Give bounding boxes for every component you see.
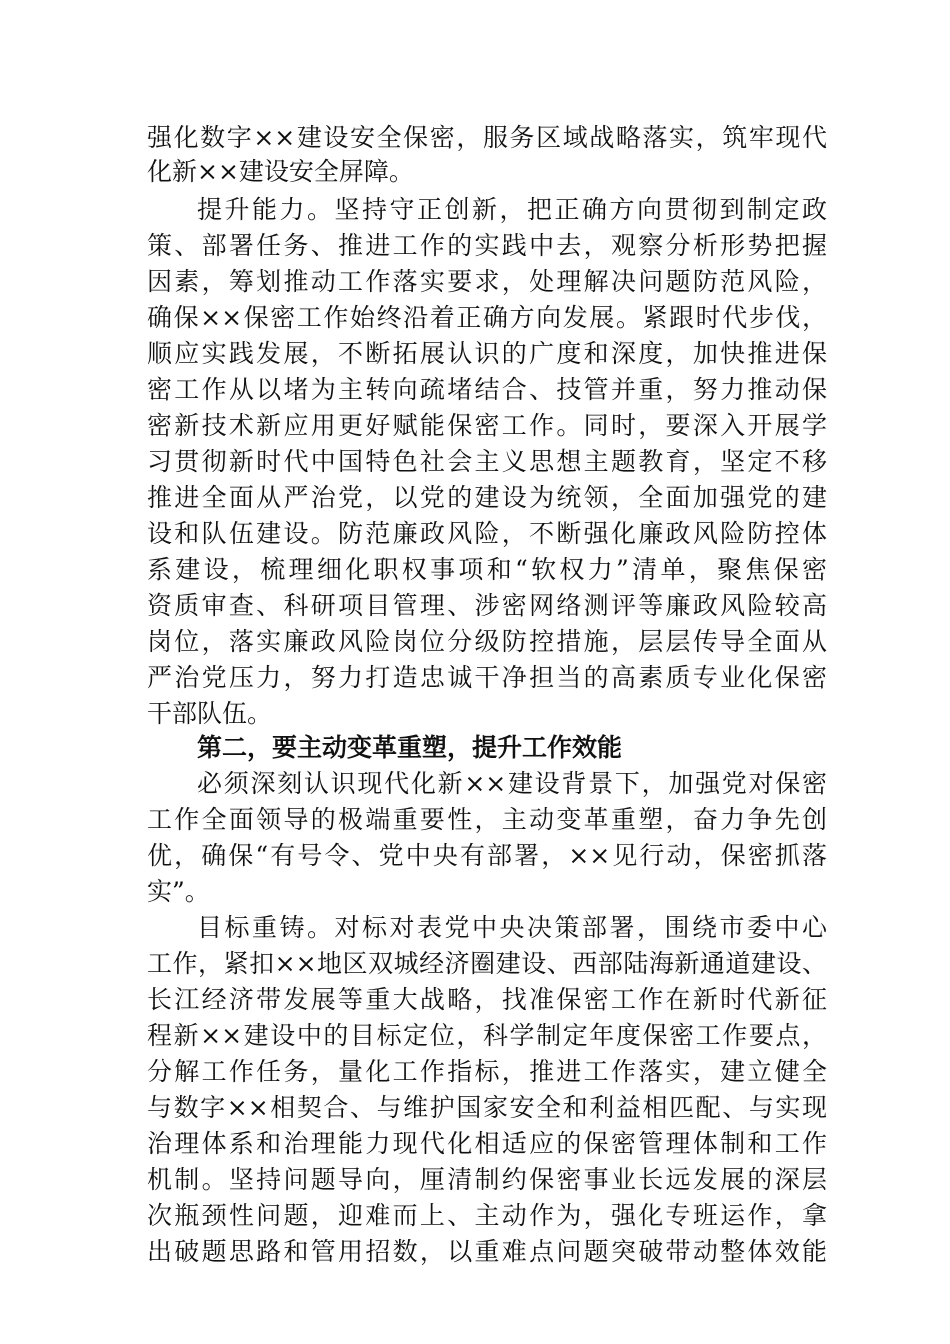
text-line: 工作，紧扣××地区双城经济圈建设、西部陆海新通道建设、 (147, 949, 827, 978)
text-line: 严治党压力，努力打造忠诚干净担当的高素质专业化保密 (147, 663, 827, 692)
text-line: 工作全面领导的极端重要性，主动变革重塑，奋力争先创 (147, 805, 827, 834)
text-line: 优，确保“有号令、党中央有部署，××见行动，保密抓落 (147, 841, 827, 870)
text-line: 设和队伍建设。防范廉政风险，不断强化廉政风险防控体 (147, 519, 827, 548)
text-line: 分解工作任务，量化工作指标，推进工作落实，建立健全 (147, 1057, 827, 1086)
text-line: 岗位，落实廉政风险岗位分级防控措施，层层传导全面从 (147, 627, 827, 656)
text-line: 提升能力。坚持守正创新，把正确方向贯彻到制定政 (197, 195, 827, 224)
text-line: 系建设，梳理细化职权事项和“软权力”清单，聚焦保密 (147, 555, 827, 584)
text-line: 程新××建设中的目标定位，科学制定年度保密工作要点， (147, 1021, 827, 1050)
text-line: 长江经济带发展等重大战略，找准保密工作在新时代新征 (147, 985, 827, 1014)
text-line: 目标重铸。对标对表党中央决策部署，围绕市委中心 (197, 913, 827, 942)
text-line: 确保××保密工作始终沿着正确方向发展。紧跟时代步伐， (147, 303, 827, 332)
text-line: 干部队伍。 (147, 699, 273, 728)
text-line: 机制。坚持问题导向，厘清制约保密事业长远发展的深层 (147, 1165, 827, 1194)
text-line: 因素，筹划推动工作落实要求，处理解决问题防范风险， (147, 267, 827, 296)
text-line: 强化数字××建设安全保密，服务区域战略落实，筑牢现代 (147, 123, 827, 152)
text-line: 治理体系和治理能力现代化相适应的保密管理体制和工作 (147, 1129, 827, 1158)
text-line: 次瓶颈性问题，迎难而上、主动作为，强化专班运作，拿 (147, 1201, 827, 1230)
text-line: 策、部署任务、推进工作的实践中去，观察分析形势把握 (147, 231, 827, 260)
text-line: 必须深刻认识现代化新××建设背景下，加强党对保密 (197, 769, 827, 798)
text-line: 密新技术新应用更好赋能保密工作。同时，要深入开展学 (147, 411, 827, 440)
text-line: 出破题思路和管用招数，以重难点问题突破带动整体效能 (147, 1237, 827, 1266)
text-line: 顺应实践发展，不断拓展认识的广度和深度，加快推进保 (147, 339, 827, 368)
text-line: 化新××建设安全屏障。 (147, 157, 414, 186)
text-line: 习贯彻新时代中国特色社会主义思想主题教育，坚定不移 (147, 447, 827, 476)
text-line: 推进全面从严治党，以党的建设为统领，全面加强党的建 (147, 483, 827, 512)
text-line: 密工作从以堵为主转向疏堵结合、技管并重，努力推动保 (147, 375, 827, 404)
text-line: 与数字××相契合、与维护国家安全和利益相匹配、与实现 (147, 1093, 827, 1122)
section-heading: 第二，要主动变革重塑，提升工作效能 (197, 733, 623, 762)
text-line: 实”。 (147, 877, 210, 906)
text-line: 资质审查、科研项目管理、涉密网络测评等廉政风险较高 (147, 591, 827, 620)
